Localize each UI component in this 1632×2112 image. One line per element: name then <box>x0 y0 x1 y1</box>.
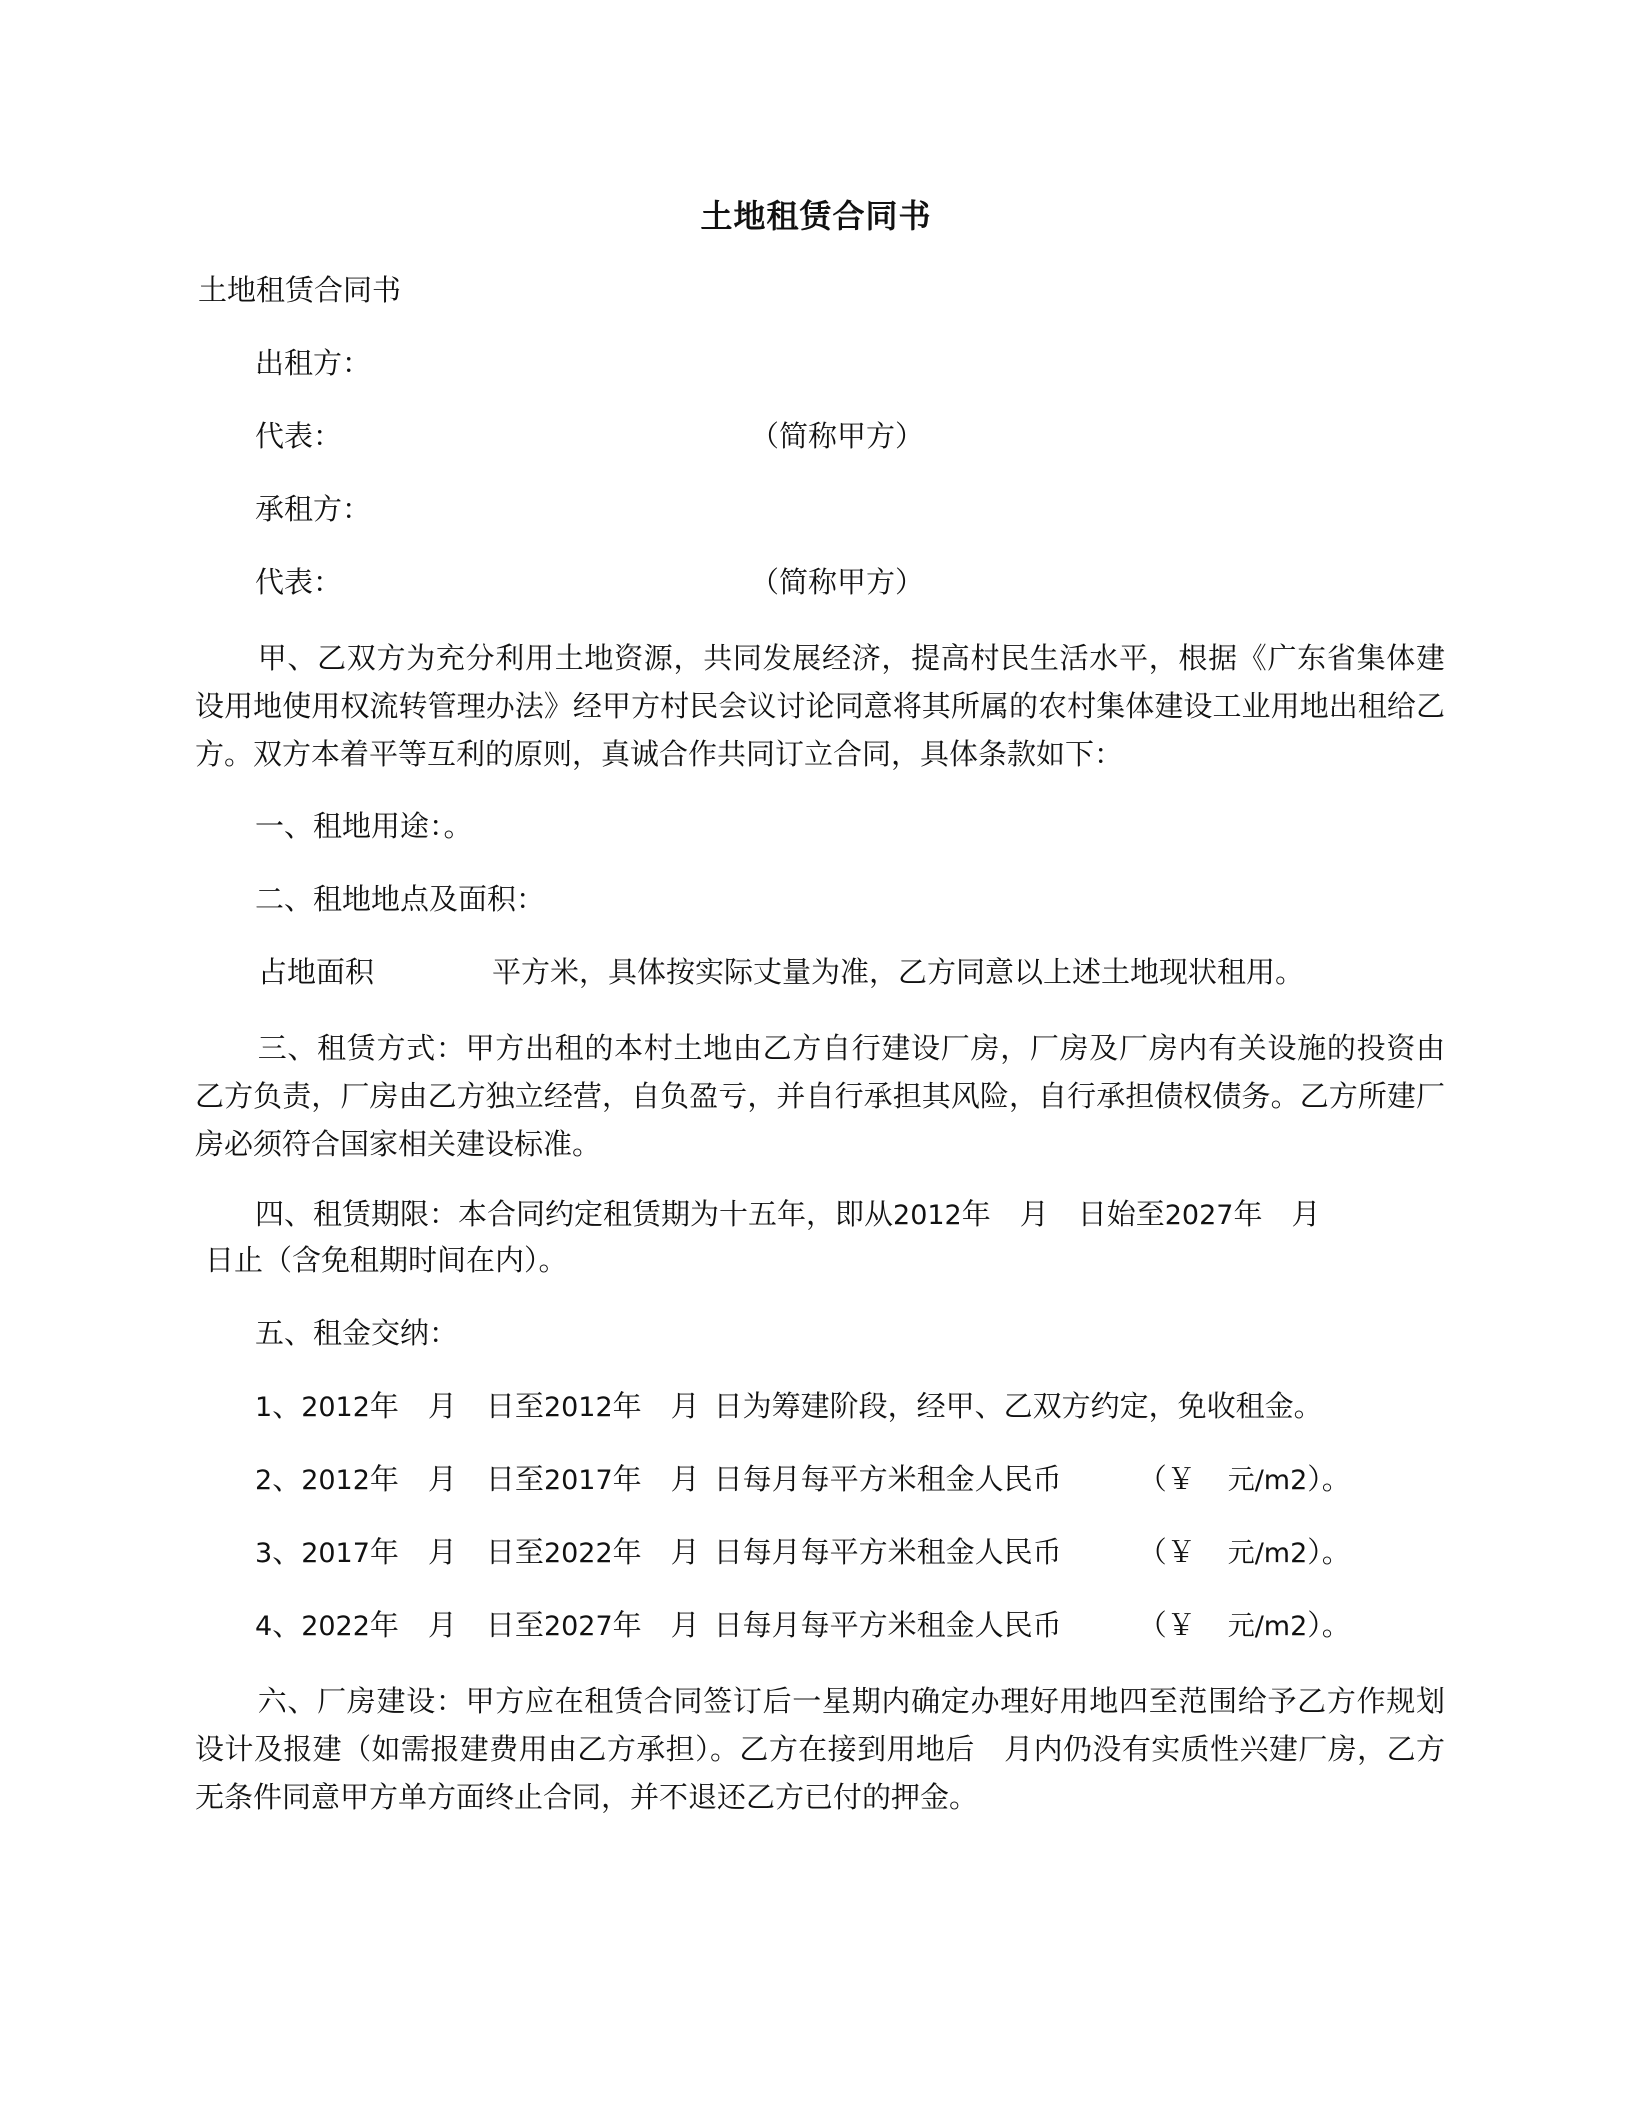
intro-paragraph <box>195 634 1445 778</box>
rent-row-2: 2、2012年 月 日至2017年 月 日每月每平方米租金人民币 （￥ 元/m2）。 <box>255 1462 1351 1496</box>
section-3-lease-method <box>195 1024 1445 1168</box>
term-start-year: 2012 <box>893 1200 962 1231</box>
section-1-usage: 一、租地用途：。 <box>255 809 473 843</box>
lessor-abbr: （简称甲方） <box>750 419 925 453</box>
section-4-text-b: 年 月 日始至 <box>961 1197 1165 1231</box>
rent-end-year: 2017 <box>543 1465 613 1496</box>
rent-end-year: 2012 <box>543 1392 613 1423</box>
rent-unit: 元/m2 <box>1227 1611 1308 1642</box>
section-4-term-cont: 日止（含免租期时间在内）。 <box>205 1243 568 1277</box>
rent-row-4: 4、2022年 月 日至2027年 月 日每月每平方米租金人民币 （￥ 元/m2）。 <box>255 1608 1351 1642</box>
term-end-year: 2027 <box>1164 1200 1234 1231</box>
rent-row-number: 3 <box>255 1538 273 1569</box>
section-5-rent: 五、租金交纳： <box>255 1316 459 1350</box>
rent-start-year: 2012 <box>301 1465 370 1496</box>
lessee-rep-label: 代表： <box>255 565 343 599</box>
document-subtitle: 土地租赁合同书 <box>198 273 402 307</box>
rent-start-year: 2017 <box>301 1538 370 1569</box>
area-line <box>258 952 1304 992</box>
rent-unit: 元/m2 <box>1227 1538 1308 1569</box>
area-text: 平方米，具体按实际丈量为准，乙方同意以上述土地现状租用。 <box>492 955 1305 989</box>
rent-end-year: 2027 <box>543 1611 613 1642</box>
section-4-text-c: 年 月 <box>1233 1197 1321 1231</box>
rent-end-year: 2022 <box>543 1538 613 1569</box>
lessor-rep-label: 代表： <box>255 419 343 453</box>
section-4-text-a: 四、租赁期限：本合同约定租赁期为十五年，即从 <box>255 1197 894 1231</box>
section-2-location: 二、租地地点及面积： <box>255 882 546 916</box>
lessee-label: 承租方： <box>255 492 372 526</box>
document-title: 土地租赁合同书 <box>700 197 932 235</box>
intro-text: 甲、乙双方为充分利用土地资源，共同发展经济，提高村民生活水平，根据《广东省集体建设用地使用权流转管理办法》经甲方村民会议讨论同意将其所属的农村集体建设工业用地出租给乙方。双方本着平等互利的原则，真诚合作共同订立合同，具体条款如下： <box>195 641 1445 771</box>
area-label: 占地面积 <box>258 955 375 989</box>
rent-row-1-text: 日为筹建阶段，经甲、乙双方约定，免收租金。 <box>713 1389 1323 1423</box>
rent-row-number: 1 <box>255 1392 273 1423</box>
rent-start-year: 2012 <box>301 1392 370 1423</box>
rent-start-year: 2022 <box>301 1611 370 1642</box>
rent-row-1: 1、2012年 月 日至2012年 月 日为筹建阶段，经甲、乙双方约定，免收租金。 <box>255 1389 1323 1423</box>
rent-row-3: 3、2017年 月 日至2022年 月 日每月每平方米租金人民币 （￥ 元/m2）。 <box>255 1535 1351 1569</box>
rent-row-number: 2 <box>255 1465 273 1496</box>
section-6-text: 六、厂房建设：甲方应在租赁合同签订后一星期内确定办理好用地四至范围给予乙方作规划设计及报建（如需报建费用由乙方承担）。乙方在接到用地后 月内仍没有实质性兴建厂房，乙方无条件同意甲方单方面终止合同，并不退还乙方已付的押金。 <box>195 1684 1445 1814</box>
lessor-label: 出租方： <box>255 346 372 380</box>
section-6-construction <box>195 1677 1445 1821</box>
section-4-term <box>255 1194 1320 1236</box>
rent-unit: 元/m2 <box>1227 1465 1308 1496</box>
lessee-abbr: （简称甲方） <box>750 565 925 599</box>
section-3-text: 三、租赁方式：甲方出租的本村土地由乙方自行建设厂房，厂房及厂房内有关设施的投资由乙方负责，厂房由乙方独立经营，自负盈亏，并自行承担其风险，自行承担债权债务。乙方所建厂房必须符合国家相关建设标准。 <box>195 1031 1445 1161</box>
rent-row-number: 4 <box>255 1611 273 1642</box>
